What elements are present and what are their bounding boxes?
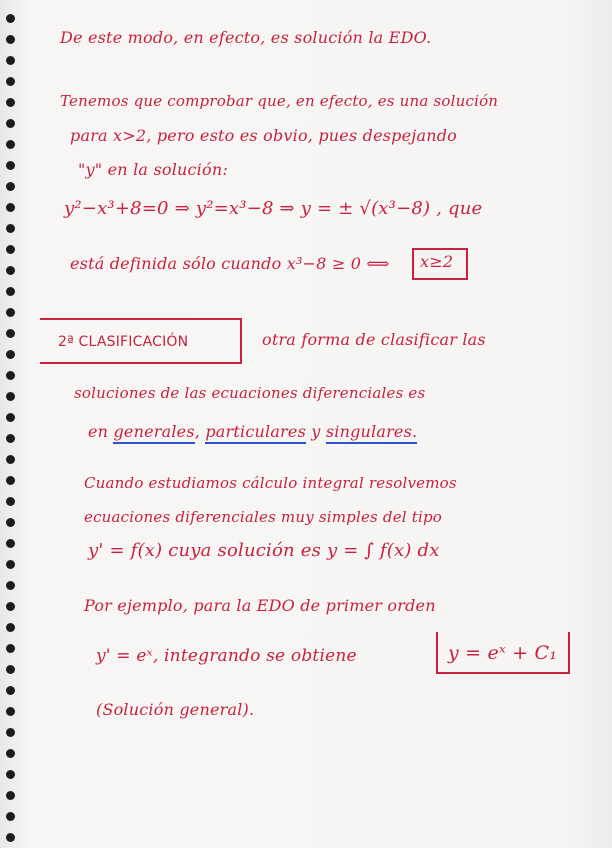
heading-top-rule: [40, 318, 240, 320]
spiral-hole: [6, 161, 15, 170]
spiral-hole: [6, 476, 15, 485]
spiral-hole: [6, 371, 15, 380]
spiral-hole: [6, 728, 15, 737]
categories-prefix: en: [88, 422, 109, 441]
spiral-hole: [6, 623, 15, 632]
spiral-hole: [6, 665, 15, 674]
spiral-hole: [6, 329, 15, 338]
spiral-hole: [6, 791, 15, 800]
domain-line: está definida sólo cuando x³−8 ≥ 0 ⟺: [70, 254, 390, 273]
spiral-hole: [6, 644, 15, 653]
spiral-hole: [6, 707, 15, 716]
line-10: ecuaciones diferenciales muy simples del tipo: [84, 508, 443, 526]
spiral-hole: [6, 14, 15, 23]
spiral-hole: [6, 602, 15, 611]
line-13: y' = eˣ, integrando se obtiene: [96, 646, 357, 666]
section-heading: 2ª CLASIFICACIÓN: [58, 334, 189, 350]
line-12: Por ejemplo, para la EDO de primer orden: [84, 596, 436, 615]
spiral-binding: [0, 0, 22, 848]
spiral-hole: [6, 812, 15, 821]
spiral-hole: [6, 455, 15, 464]
line-1: De este modo, en efecto, es solución la EDO.: [60, 28, 432, 47]
spiral-hole: [6, 770, 15, 779]
spiral-hole: [6, 749, 15, 758]
spiral-hole: [6, 308, 15, 317]
spiral-hole: [6, 434, 15, 443]
spiral-hole: [6, 245, 15, 254]
spiral-hole: [6, 203, 15, 212]
spiral-hole: [6, 140, 15, 149]
category-singulares: singulares.: [326, 422, 417, 444]
line-7: soluciones de las ecuaciones diferenciales es: [74, 384, 426, 402]
line-4: "y" en la solución:: [78, 160, 228, 179]
spiral-hole: [6, 119, 15, 128]
spiral-hole: [6, 56, 15, 65]
spiral-hole: [6, 539, 15, 548]
spiral-hole: [6, 266, 15, 275]
line-3: para x>2, pero esto es obvio, pues despejando: [70, 126, 457, 145]
categories-conj: y: [311, 422, 321, 441]
spiral-hole: [6, 497, 15, 506]
category-generales: generales: [113, 422, 194, 444]
spiral-hole: [6, 560, 15, 569]
spiral-hole: [6, 581, 15, 590]
line-9: Cuando estudiamos cálculo integral resolvemos: [84, 474, 457, 492]
spiral-hole: [6, 833, 15, 842]
categories-sep: ,: [194, 422, 201, 441]
categories-line: [88, 422, 417, 441]
spiral-hole: [6, 392, 15, 401]
spiral-hole: [6, 224, 15, 233]
boxed-result-text: y = eˣ + C₁: [448, 642, 558, 664]
boxed-condition-text: x≥2: [420, 252, 454, 271]
line-2: Tenemos que comprobar que, en efecto, es una solución: [60, 92, 499, 110]
line-14: (Solución general).: [96, 700, 255, 719]
spiral-hole: [6, 350, 15, 359]
equation-line: y²−x³+8=0 ⇒ y²=x³−8 ⇒ y = ± √(x³−8) , que: [64, 198, 483, 219]
line-6: otra forma de clasificar las: [262, 330, 486, 349]
spiral-hole: [6, 182, 15, 191]
spiral-hole: [6, 98, 15, 107]
spiral-hole: [6, 35, 15, 44]
line-11: y' = f(x) cuya solución es y = ∫ f(x) dx: [88, 540, 440, 561]
spiral-hole: [6, 686, 15, 695]
spiral-hole: [6, 77, 15, 86]
spiral-hole: [6, 413, 15, 422]
spiral-hole: [6, 518, 15, 527]
category-particulares: particulares: [205, 422, 306, 444]
spiral-hole: [6, 287, 15, 296]
